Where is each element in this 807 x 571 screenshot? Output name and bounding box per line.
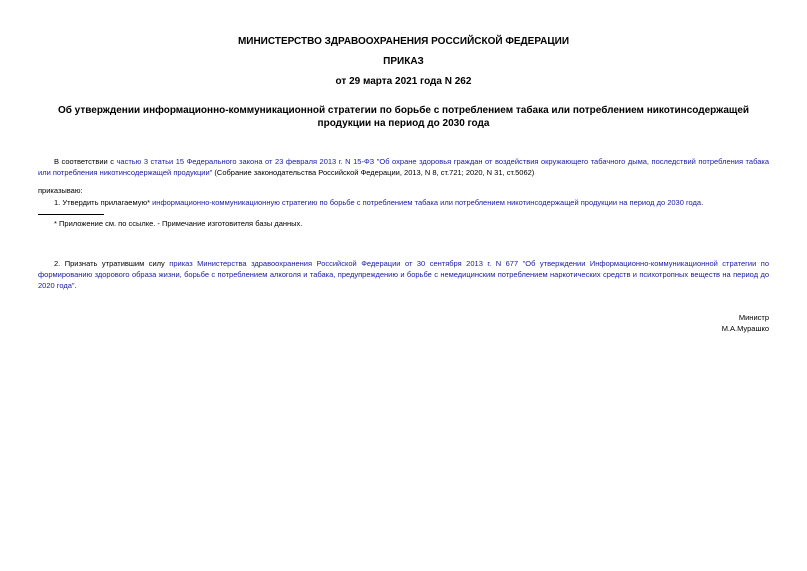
footnote-divider — [38, 214, 104, 215]
doc-title: Об утверждении информационно-коммуникационной стратегии по борьбе с потреблением табака или потреблением никотинсодержащей продукции на период до 2030 года — [57, 105, 750, 129]
order-word: приказываю: — [38, 186, 83, 195]
item-2-paragraph — [38, 258, 769, 291]
prior-order-link[interactable]: приказ Министерства здравоохранения Российской Федерации от 30 сентября 2013 г. N 677 "Об утверждении Информационно-коммуникационной стратегии по формированию здорового образа жизни, борьбе с потреблением алкоголя и табака, предупреждению и борьбе с немедицинским потреблением наркотических средств и психотропных веществ на период до 2020 года" — [38, 259, 769, 290]
item-1-tail: . — [701, 198, 704, 207]
item-2-tail: . — [74, 281, 77, 290]
federal-law-link[interactable]: частью 3 статьи 15 Федерального закона от 23 февраля 2013 г. N 15-ФЗ "Об охране здоровья граждан от воздействия окружающего табачного дыма, последствий потребления табака или потребления никотинсодержащей продукции" — [38, 157, 769, 177]
strategy-link[interactable]: информационно-коммуникационную стратегию по борьбе с потреблением табака или потреблением никотинсодержащей продукции на период до 2030 года — [152, 198, 702, 207]
doc-type-heading: ПРИКАЗ — [383, 56, 424, 67]
preamble-lead: В соответствии с — [54, 157, 117, 166]
item-2-lead: 2. Признать утратившим силу — [54, 259, 170, 268]
ministry-heading: МИНИСТЕРСТВО ЗДРАВООХРАНЕНИЯ РОССИЙСКОЙ ФЕДЕРАЦИИ — [237, 36, 570, 47]
signature-name: М.А.Мурашко — [721, 324, 769, 333]
preamble-paragraph — [38, 156, 769, 178]
signature-position: Министр — [738, 313, 769, 322]
footnote-text: * Приложение см. по ссылке. - Примечание изготовителя базы данных. — [54, 219, 303, 228]
doc-date: от 29 марта 2021 года N 262 — [335, 76, 472, 87]
item-1-lead: 1. Утвердить прилагаемую* — [54, 198, 153, 207]
preamble-tail: (Собрание законодательства Российской Федерации, 2013, N 8, ст.721; 2020, N 31, ст.5062) — [212, 168, 535, 177]
item-1-paragraph — [38, 197, 769, 208]
